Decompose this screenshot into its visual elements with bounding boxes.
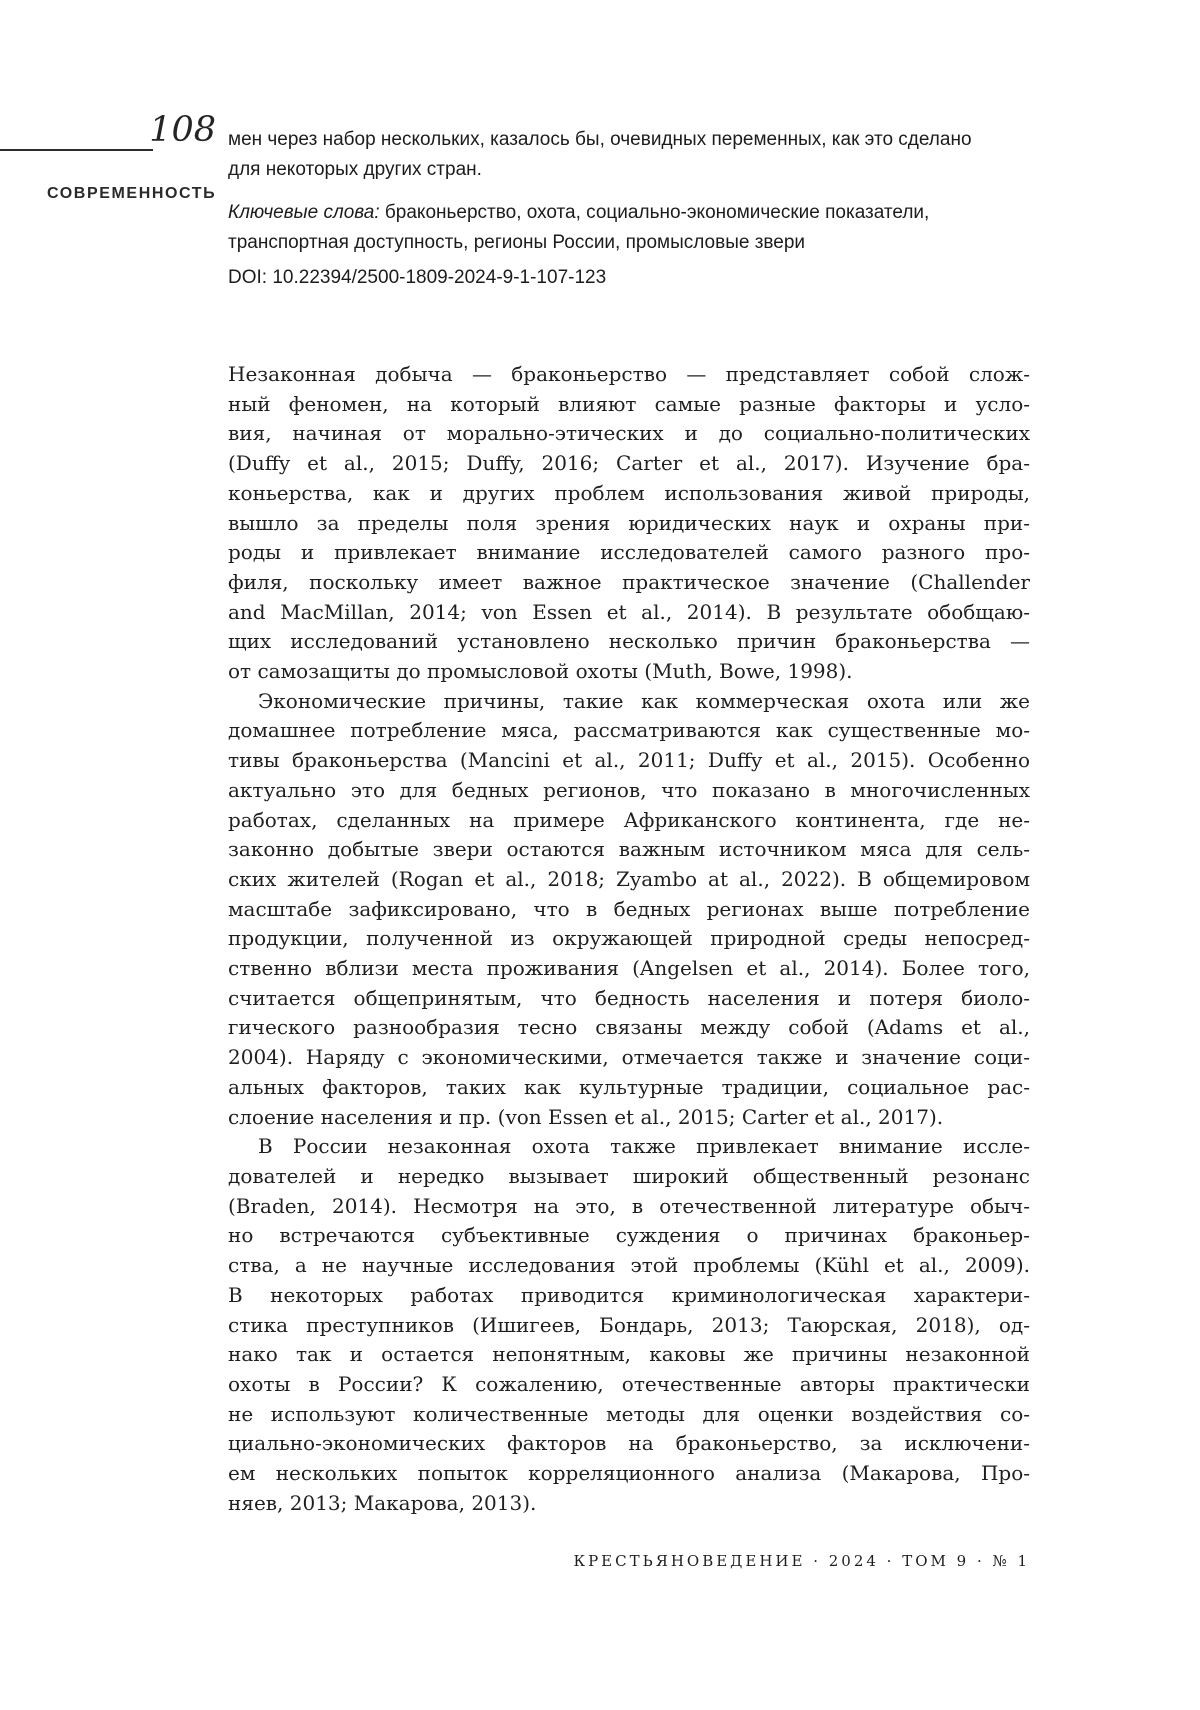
abstract-continuation-line: для некоторых других стран. <box>228 159 482 180</box>
section-label: СОВРЕМЕННОСТЬ <box>47 185 217 202</box>
body-line: (Braden, 2014). Несмотря на это, в отечественной литературе обыч- <box>228 1193 1030 1218</box>
body-line: работах, сделанных на примере Африканского континента, где не- <box>228 807 1030 832</box>
keywords-line: транспортная доступность, регионы России, промысловые звери <box>228 232 806 253</box>
body-line: нако так и остается непонятным, каковы же причины незаконной <box>228 1342 1030 1367</box>
body-line: масштабе зафиксировано, что в бедных регионах выше потребление <box>228 896 1030 921</box>
article-body <box>228 360 1030 1518</box>
body-line: вия, начиная от морально-этических и до социально-политических <box>228 421 1030 446</box>
body-line: роды и привлекает внимание исследователей самого разного про- <box>228 540 1030 565</box>
body-line: слоение населения и пр. (von Essen et al., 2015; Carter et al., 2017). <box>228 1104 944 1129</box>
body-line: ный феномен, на который влияют самые разные факторы и усло- <box>228 391 1030 416</box>
body-line: считается общепринятым, что бедность населения и потеря биоло- <box>228 985 1030 1010</box>
keywords-block <box>228 198 1018 258</box>
body-line: охоты в России? К сожалению, отечественные авторы практически <box>228 1371 1030 1396</box>
doi: DOI: 10.22394/2500-1809-2024-9-1-107-123 <box>228 267 607 288</box>
keywords-text: браконьерство, охота, социально-экономические показатели, <box>379 202 930 223</box>
abstract-continuation-line: мен через набор нескольких, казалось бы, очевидных переменных, как это сделано <box>228 129 972 150</box>
page-number: 108 <box>149 110 216 150</box>
body-line: альных факторов, таких как культурные традиции, социальное рас- <box>228 1074 1030 1099</box>
body-line: Незаконная добыча — браконьерство — представляет собой слож- <box>228 362 1030 386</box>
body-line: ства, а не научные исследования этой проблемы (Kühl et al., 2009). <box>228 1253 1030 1278</box>
body-line: продукции, полученной из окружающей природной среды непосред- <box>228 926 1030 951</box>
body-line: актуально это для бедных регионов, что показано в многочисленных <box>228 777 1030 802</box>
body-line: домашнее потребление мяса, рассматриваются как существенные мо- <box>228 718 1030 743</box>
body-line: ственно вблизи места проживания (Angelsen et al., 2014). Более того, <box>228 956 1030 981</box>
abstract-continuation <box>228 125 1018 185</box>
body-line: стика преступников (Ишигеев, Бондарь, 2013; Таюрская, 2018), од- <box>228 1312 1030 1337</box>
body-line: (Duffy et al., 2015; Duffy, 2016; Carter et al., 2017). Изучение бра- <box>228 451 1030 476</box>
body-line: В некоторых работах приводится криминологическая характери- <box>228 1282 1030 1307</box>
body-line: но встречаются субъективные суждения о причинах браконьер- <box>228 1223 1030 1248</box>
body-line: В России незаконная охота также привлекает внимание иссле- <box>258 1134 1030 1159</box>
body-line: не используют количественные методы для оценки воздействия со- <box>228 1401 1030 1426</box>
body-line: филя, поскольку имеет важное практическое значение (Challender <box>228 569 1030 594</box>
body-line: Экономические причины, такие как коммерческая охота или же <box>258 688 1030 713</box>
body-line: няев, 2013; Макарова, 2013). <box>228 1490 537 1515</box>
body-line: 2004). Наряду с экономическими, отмечается также и значение соци- <box>228 1045 1030 1070</box>
body-line: ем нескольких попыток корреляционного анализа (Макарова, Про- <box>228 1461 1030 1486</box>
body-line: законно добытые звери остаются важным источником мяса для сель- <box>228 837 1030 862</box>
body-line: от самозащиты до промысловой охоты (Muth, Bowe, 1998). <box>228 659 853 684</box>
body-line: коньерства, как и других проблем использования живой природы, <box>228 480 1030 505</box>
body-line: щих исследований установлено несколько причин браконьерства — <box>228 629 1030 654</box>
body-line: гического разнообразия тесно связаны между собой (Adams et al., <box>228 1015 1030 1040</box>
journal-footer: КРЕСТЬЯНОВЕДЕНИЕ · 2024 · ТОМ 9 · № 1 <box>573 1552 1030 1570</box>
body-line: тивы браконьерства (Mancini et al., 2011; Duffy et al., 2015). Особенно <box>228 748 1030 773</box>
body-line: циально-экономических факторов на браконьерство, за исключени- <box>228 1431 1030 1456</box>
body-line: ских жителей (Rogan et al., 2018; Zyambo at al., 2022). В общемировом <box>228 866 1030 891</box>
body-line: and MacMillan, 2014; von Essen et al., 2014). В результате обобщаю- <box>228 599 1030 624</box>
body-line: дователей и нередко вызывает широкий общественный резонанс <box>228 1163 1030 1188</box>
keywords-label: Ключевые слова: <box>228 202 380 223</box>
margin-rule <box>0 149 153 151</box>
body-line: вышло за пределы поля зрения юридических наук и охраны при- <box>228 510 1030 535</box>
keywords-line <box>228 198 1018 228</box>
